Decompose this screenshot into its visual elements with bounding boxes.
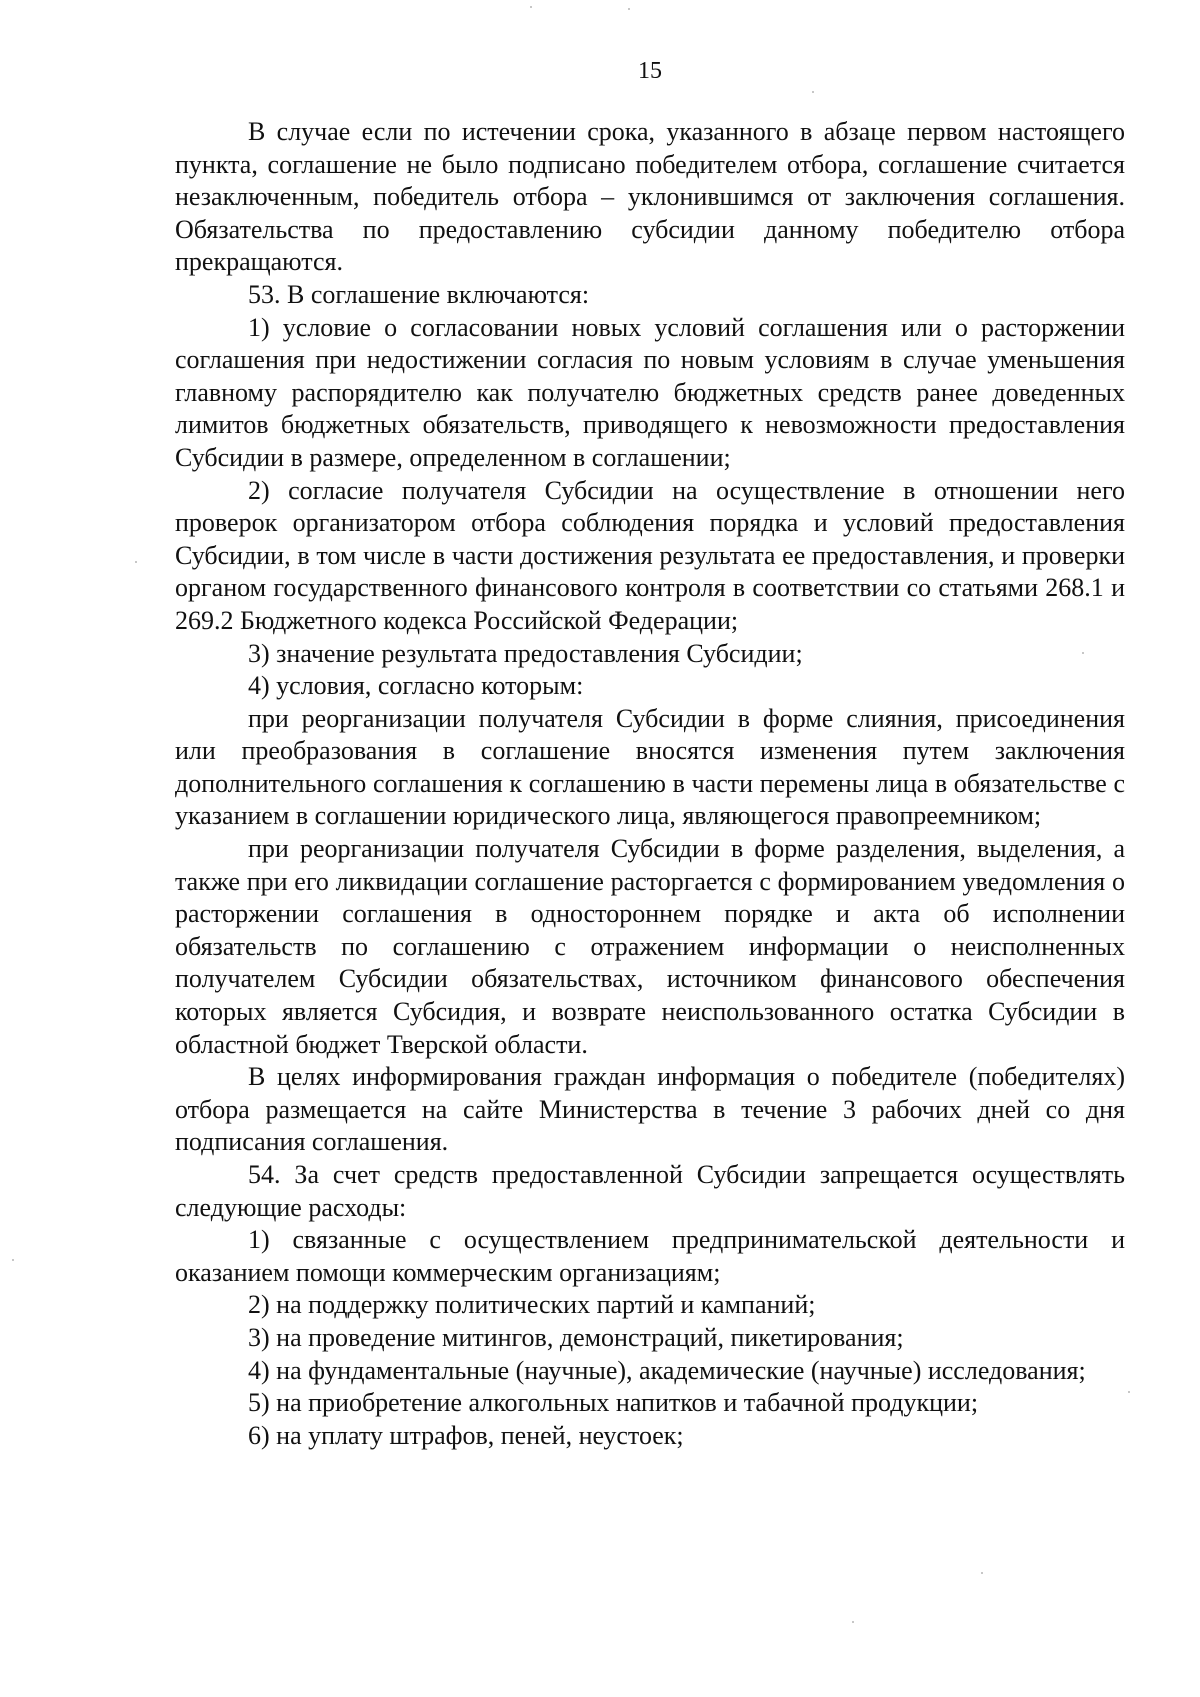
- paragraph-reorganization-merger: при реорганизации получателя Субсидии в форме слияния, присоединения или преобразования в соглашение вносятся изменения путем заключения дополнительного соглашения к соглашению в части перемены лица в обязательстве с указанием в соглашении юридического лица, являющегося правопреемником;: [175, 703, 1125, 831]
- paragraph-refusal-clause: В случае если по истечении срока, указанного в абзаце первом настоящего пункта, соглашение не было подписано победителем отбора, соглашение считается незаключенным, победитель отбора – уклонившимся от заключения соглашения. Обязательства по предоставлению субсидии данному победителю отбора прекращаются.: [175, 117, 1125, 277]
- paragraph-item-53-heading: 53. В соглашение включаются:: [248, 279, 590, 309]
- document-body: [175, 116, 1125, 1452]
- paragraph-item-54-4: 4) на фундаментальные (научные), академические (научные) исследования;: [248, 1355, 1086, 1385]
- scan-speck: [1128, 1391, 1130, 1393]
- paragraph-item-53-3: 3) значение результата предоставления Субсидии;: [248, 638, 803, 668]
- paragraph-item-53-4: 4) условия, согласно которым:: [248, 671, 584, 701]
- paragraph-item-54-6: 6) на уплату штрафов, пеней, неустоек;: [248, 1420, 684, 1450]
- paragraph-item-54-2: 2) на поддержку политических партий и кампаний;: [248, 1290, 816, 1320]
- scan-speck: [530, 6, 532, 8]
- scan-speck: [852, 1621, 854, 1623]
- scan-speck: [12, 1259, 14, 1261]
- paragraph-item-54-5: 5) на приобретение алкогольных напитков и табачной продукции;: [248, 1388, 979, 1418]
- scan-speck: [1082, 652, 1084, 654]
- scan-speck: [628, 8, 630, 10]
- scan-speck: [981, 1572, 983, 1574]
- scan-speck: [135, 561, 137, 563]
- paragraph-item-53-2: 2) согласие получателя Субсидии на осуществление в отношении него проверок организатором отбора соблюдения порядка и условий предоставления Субсидии, в том числе в части достижения результата ее предоставления, и проверки органом государственного финансового контроля в соответствии со статьями 268.1 и 269.2 Бюджетного кодекса Российской Федерации;: [175, 475, 1125, 635]
- paragraph-item-54-3: 3) на проведение митингов, демонстраций, пикетирования;: [248, 1322, 904, 1352]
- paragraph-item-54-heading: 54. За счет средств предоставленной Субсидии запрещается осуществлять следующие расходы:: [175, 1160, 1125, 1222]
- page-number: 15: [638, 58, 662, 84]
- scan-speck: [812, 91, 814, 93]
- paragraph-reorganization-division: при реорганизации получателя Субсидии в форме разделения, выделения, а также при его ликвидации соглашение расторгается с формированием уведомления о расторжении соглашения в одностороннем порядке и акта об исполнении обязательств по соглашению с отражением информации о неисполненных получателем Субсидии обязательствах, источником финансового обеспечения которых является Субсидия, и возврате неиспользованного остатка Субсидии в областной бюджет Тверской области.: [175, 834, 1125, 1059]
- paragraph-item-53-1: 1) условие о согласовании новых условий соглашения или о расторжении соглашения при недостижении согласия по новым условиям в случае уменьшения главному распорядителю как получателю бюджетных средств ранее доведенных лимитов бюджетных обязательств, приводящего к невозможности предоставления Субсидии в размере, определенном в соглашении;: [175, 312, 1125, 472]
- paragraph-item-54-1: 1) связанные с осуществлением предпринимательской деятельности и оказанием помощи коммерческим организациям;: [175, 1225, 1125, 1287]
- paragraph-winner-information: В целях информирования граждан информация о победителе (победителях) отбора размещается на сайте Министерства в течение 3 рабочих дней со дня подписания соглашения.: [175, 1062, 1125, 1157]
